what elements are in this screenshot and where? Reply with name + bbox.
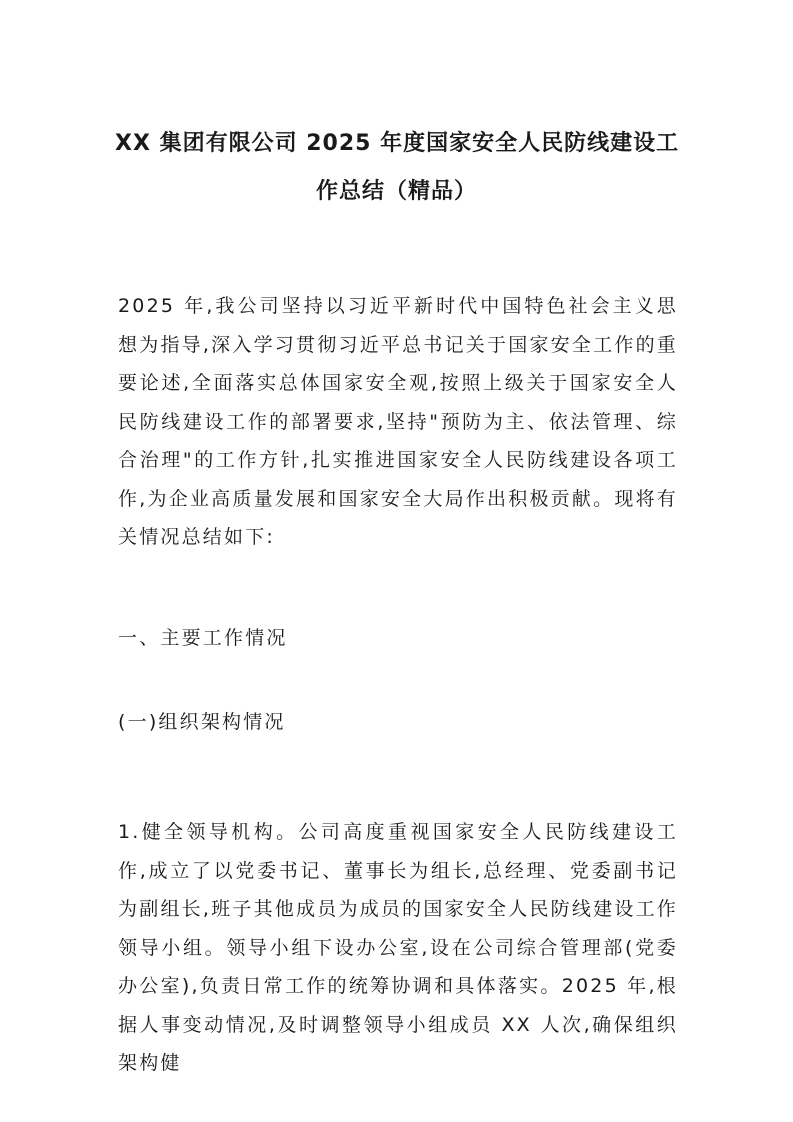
document-title-line-1: XX 集团有限公司 2025 年度国家安全人民防线建设工 <box>115 131 680 156</box>
document-title-line-2: 作总结（精品） <box>315 179 477 204</box>
section-heading: 一、主要工作情况 <box>118 627 288 649</box>
item1-paragraph: 1.健全领导机构。公司高度重视国家安全人民防线建设工作,成立了以党委书记、董事长为组长,总经理、党委副书记为副组长,班子其他成员为成员的国家安全人民防线建设工作领导小组。领导小组下设办公室,设在公司综合管理部(党委办公室),负责日常工作的统筹协调和具体落实。2025 年,根据人事变动情况,及时调整领导小组成员 XX 人次,确保组织架构健 <box>118 821 678 1074</box>
subsection-heading: (一)组织架构情况 <box>118 711 286 733</box>
intro-paragraph: 2025 年,我公司坚持以习近平新时代中国特色社会主义思想为指导,深入学习贯彻习近平总书记关于国家安全工作的重要论述,全面落实总体国家安全观,按照上级关于国家安全人民防线建设工作的部署要求,坚持"预防为主、依法管理、综合治理"的工作方针,扎实推进国家安全人民防线建设各项工作,为企业高质量发展和国家安全大局作出积极贡献。现将有关情况总结如下: <box>118 295 678 548</box>
